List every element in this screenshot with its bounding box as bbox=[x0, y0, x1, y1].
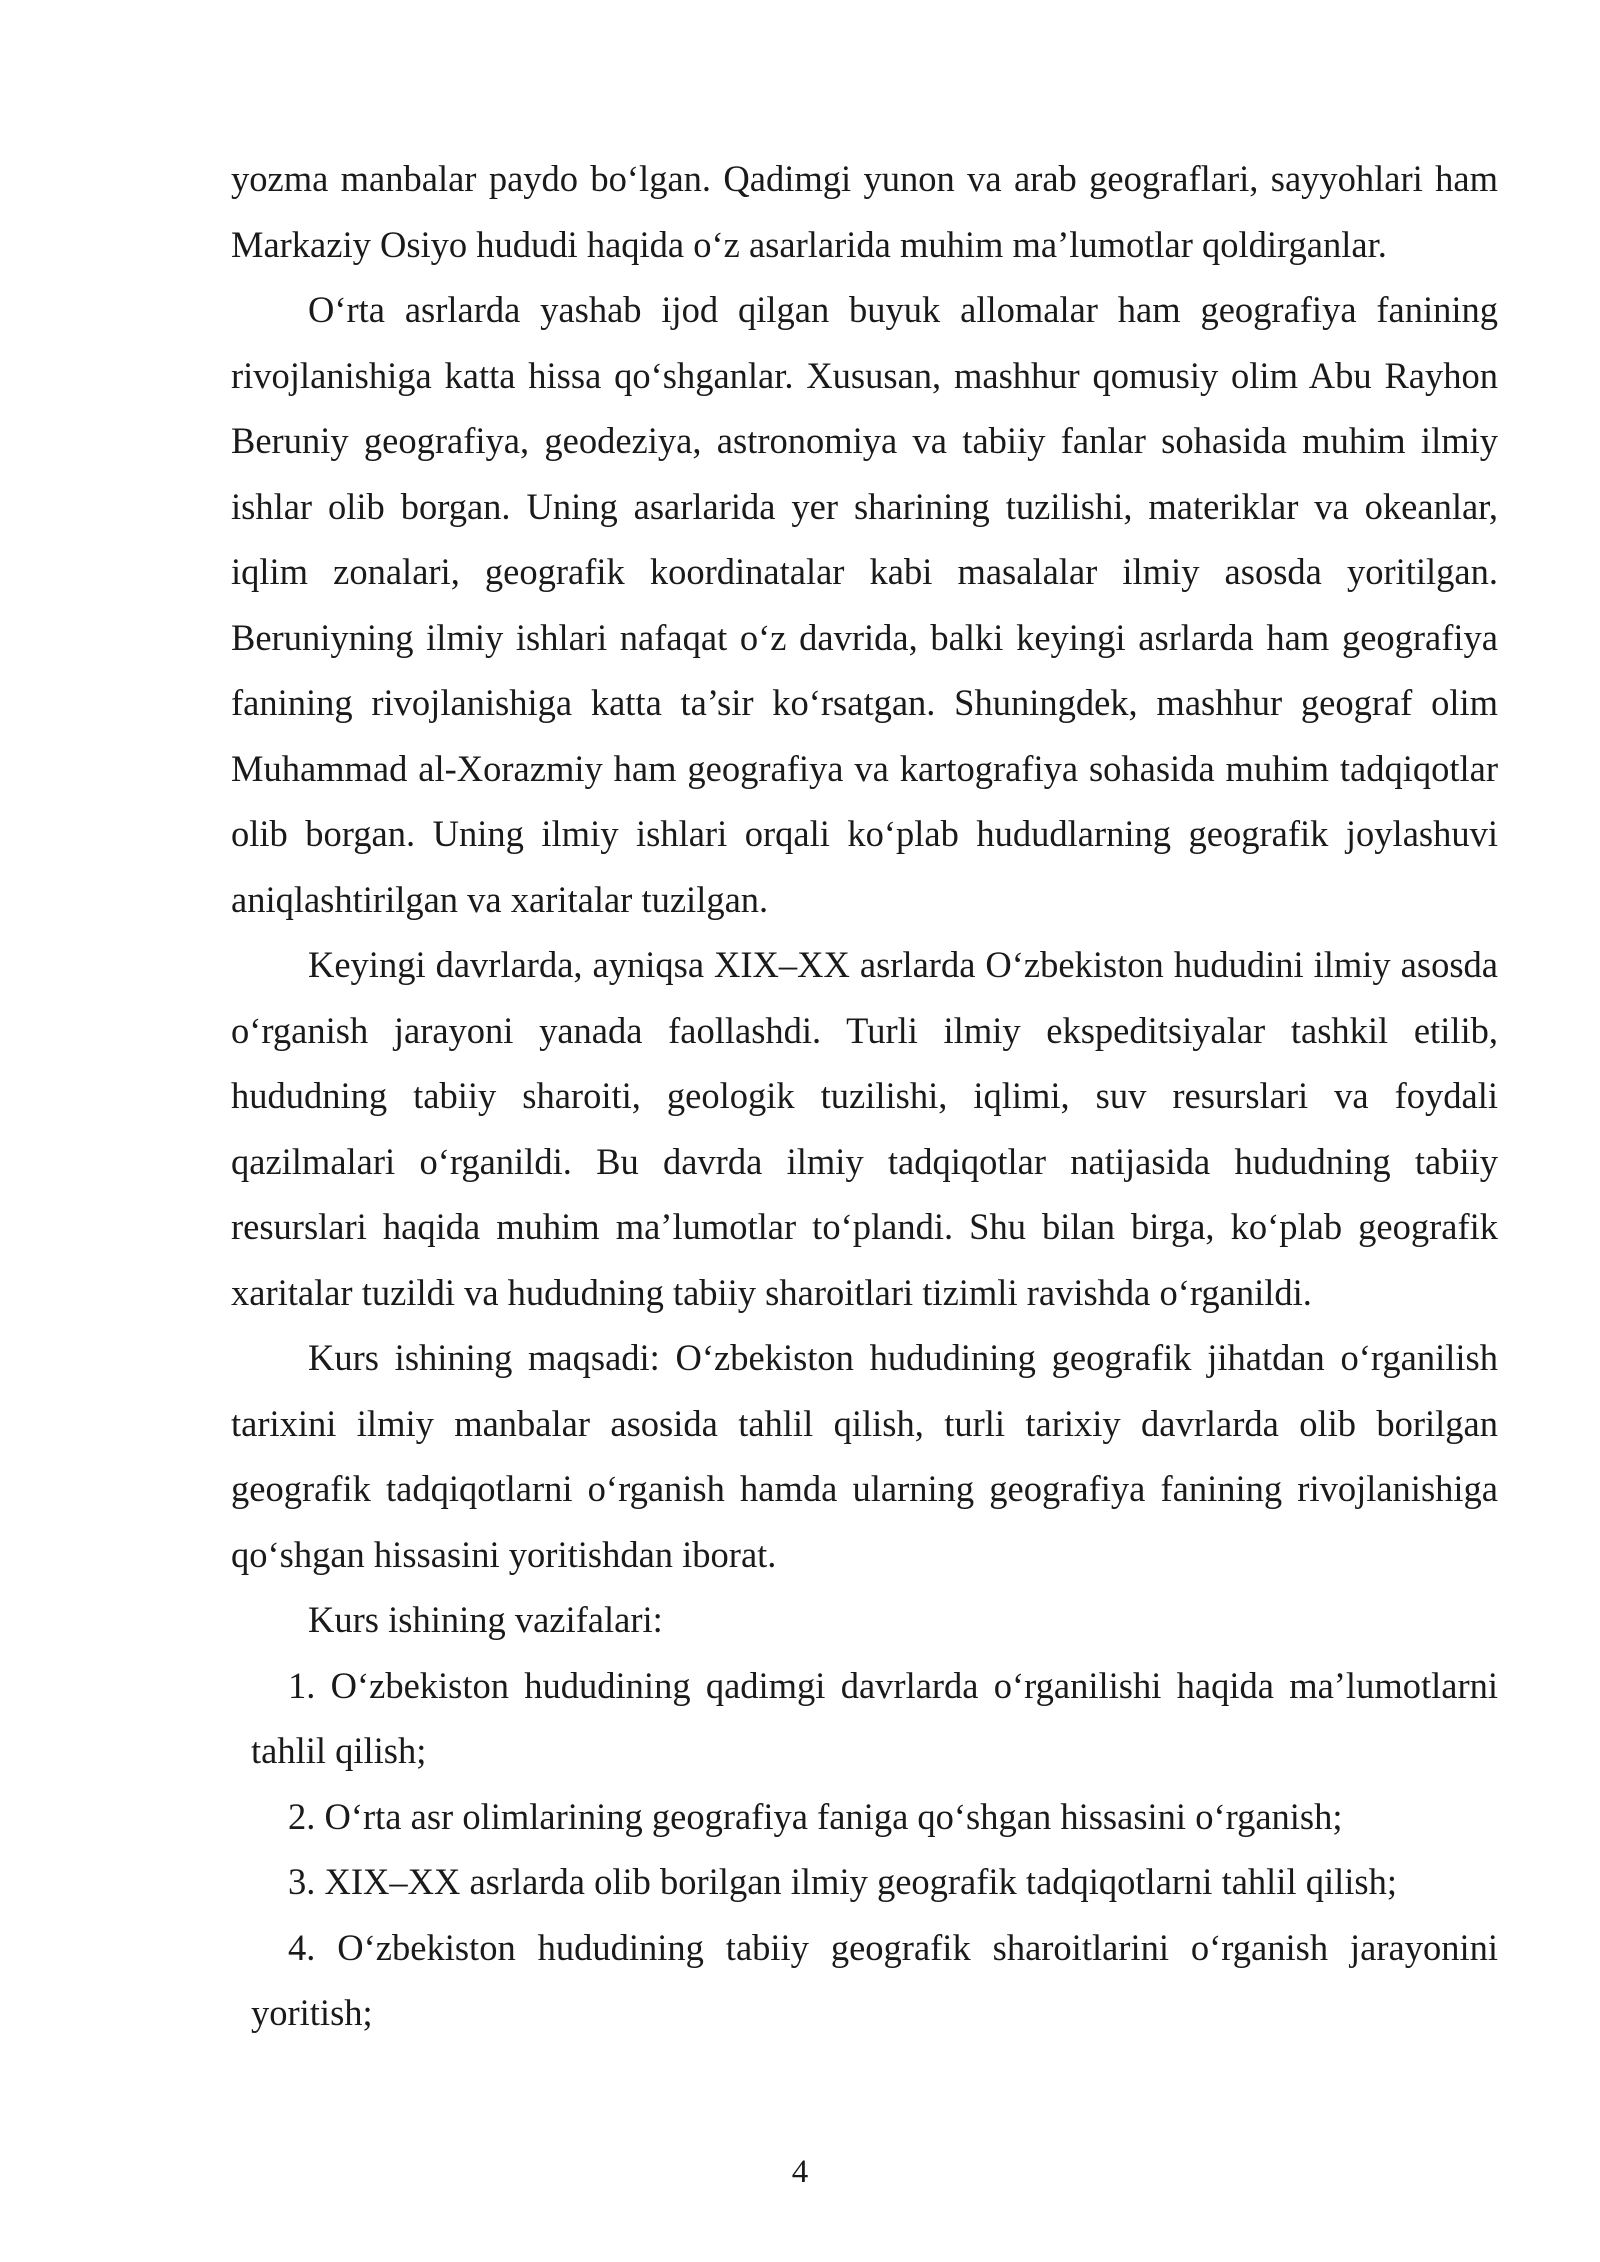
page-number: 4 bbox=[791, 2154, 809, 2190]
paragraph-course-goal: Kurs ishining maqsadi: O‘zbekiston hududining geografik jihatdan o‘rganilish tarixini ilmiy manbalar asosida tahlil qilish, turli tarixiy davrlarda olib borilgan geografik tadqiqotlarni o‘rganish hamda ularning geografiya fanining rivojlanishiga qo‘shgan hissasini yoritishdan iborat. bbox=[231, 1337, 1498, 1575]
list-item-task-2: 2. O‘rta asr olimlarining geografiya faniga qo‘shgan hissasini o‘rganish; bbox=[288, 1795, 1343, 1837]
paragraph-19-20-centuries: Keyingi davrlarda, ayniqsa XIX–XX asrlarda O‘zbekiston hududini ilmiy asosda o‘rganish jarayoni yanada faollashdi. Turli ilmiy ekspeditsiyalar tashkil etilib, hududning tabiiy sharoiti, geologik tuzilishi, iqlimi, suv resurslari va foydali qazilmalari o‘rganildi. Bu davrda ilmiy tadqiqotlar natijasida hududning tabiiy resurslari haqida muhim ma’lumotlar to‘plandi. Shu bilan birga, ko‘plab geografik xaritalar tuzildi va hududning tabiiy sharoitlari tizimli ravishda o‘rganildi. bbox=[231, 944, 1498, 1313]
list-item-task-3: 3. XIX–XX asrlarda olib borilgan ilmiy geografik tadqiqotlarni tahlil qilish; bbox=[288, 1861, 1397, 1902]
list-item-task-1: 1. O‘zbekiston hududining qadimgi davrlarda o‘rganilishi haqida ma’lumotlarni tahlil qilish; bbox=[251, 1664, 1498, 1771]
body-text bbox=[231, 146, 1498, 2046]
list-item-task-4: 4. O‘zbekiston hududining tabiiy geografik sharoitlarini o‘rganish jarayonini yoritish; bbox=[251, 1926, 1498, 2033]
paragraph-course-tasks-heading: Kurs ishining vazifalari: bbox=[308, 1599, 663, 1640]
paragraph-continuation: yozma manbalar paydo bo‘lgan. Qadimgi yunon va arab geograflari, sayyohlari ham Markaziy Osiyo hududi haqida o‘z asarlarida muhim ma’lumotlar qoldirganlar. bbox=[231, 158, 1498, 265]
paragraph-medieval-scholars: O‘rta asrlarda yashab ijod qilgan buyuk allomalar ham geografiya fanining rivojlanishiga katta hissa qo‘shganlar. Xususan, mashhur qomusiy olim Abu Rayhon Beruniy geografiya, geodeziya, astronomiya va tabiiy fanlar sohasida muhim ilmiy ishlar olib borgan. Uning asarlarida yer sharining tuzilishi, materiklar va okeanlar, iqlim zonalari, geografik koordinatalar kabi masalalar ilmiy asosda yoritilgan. Beruniyning ilmiy ishlari nafaqat o‘z davrida, balki keyingi asrlarda ham geografiya fanining rivojlanishiga katta ta’sir ko‘rsatgan. Shuningdek, mashhur geograf olim Muhammad al-Xorazmiy ham geografiya va kartografiya sohasida muhim tadqiqotlar olib borgan. Uning ilmiy ishlari orqali ko‘plab hududlarning geografik joylashuvi aniqlashtirilgan va xaritalar tuzilgan. bbox=[231, 289, 1498, 920]
